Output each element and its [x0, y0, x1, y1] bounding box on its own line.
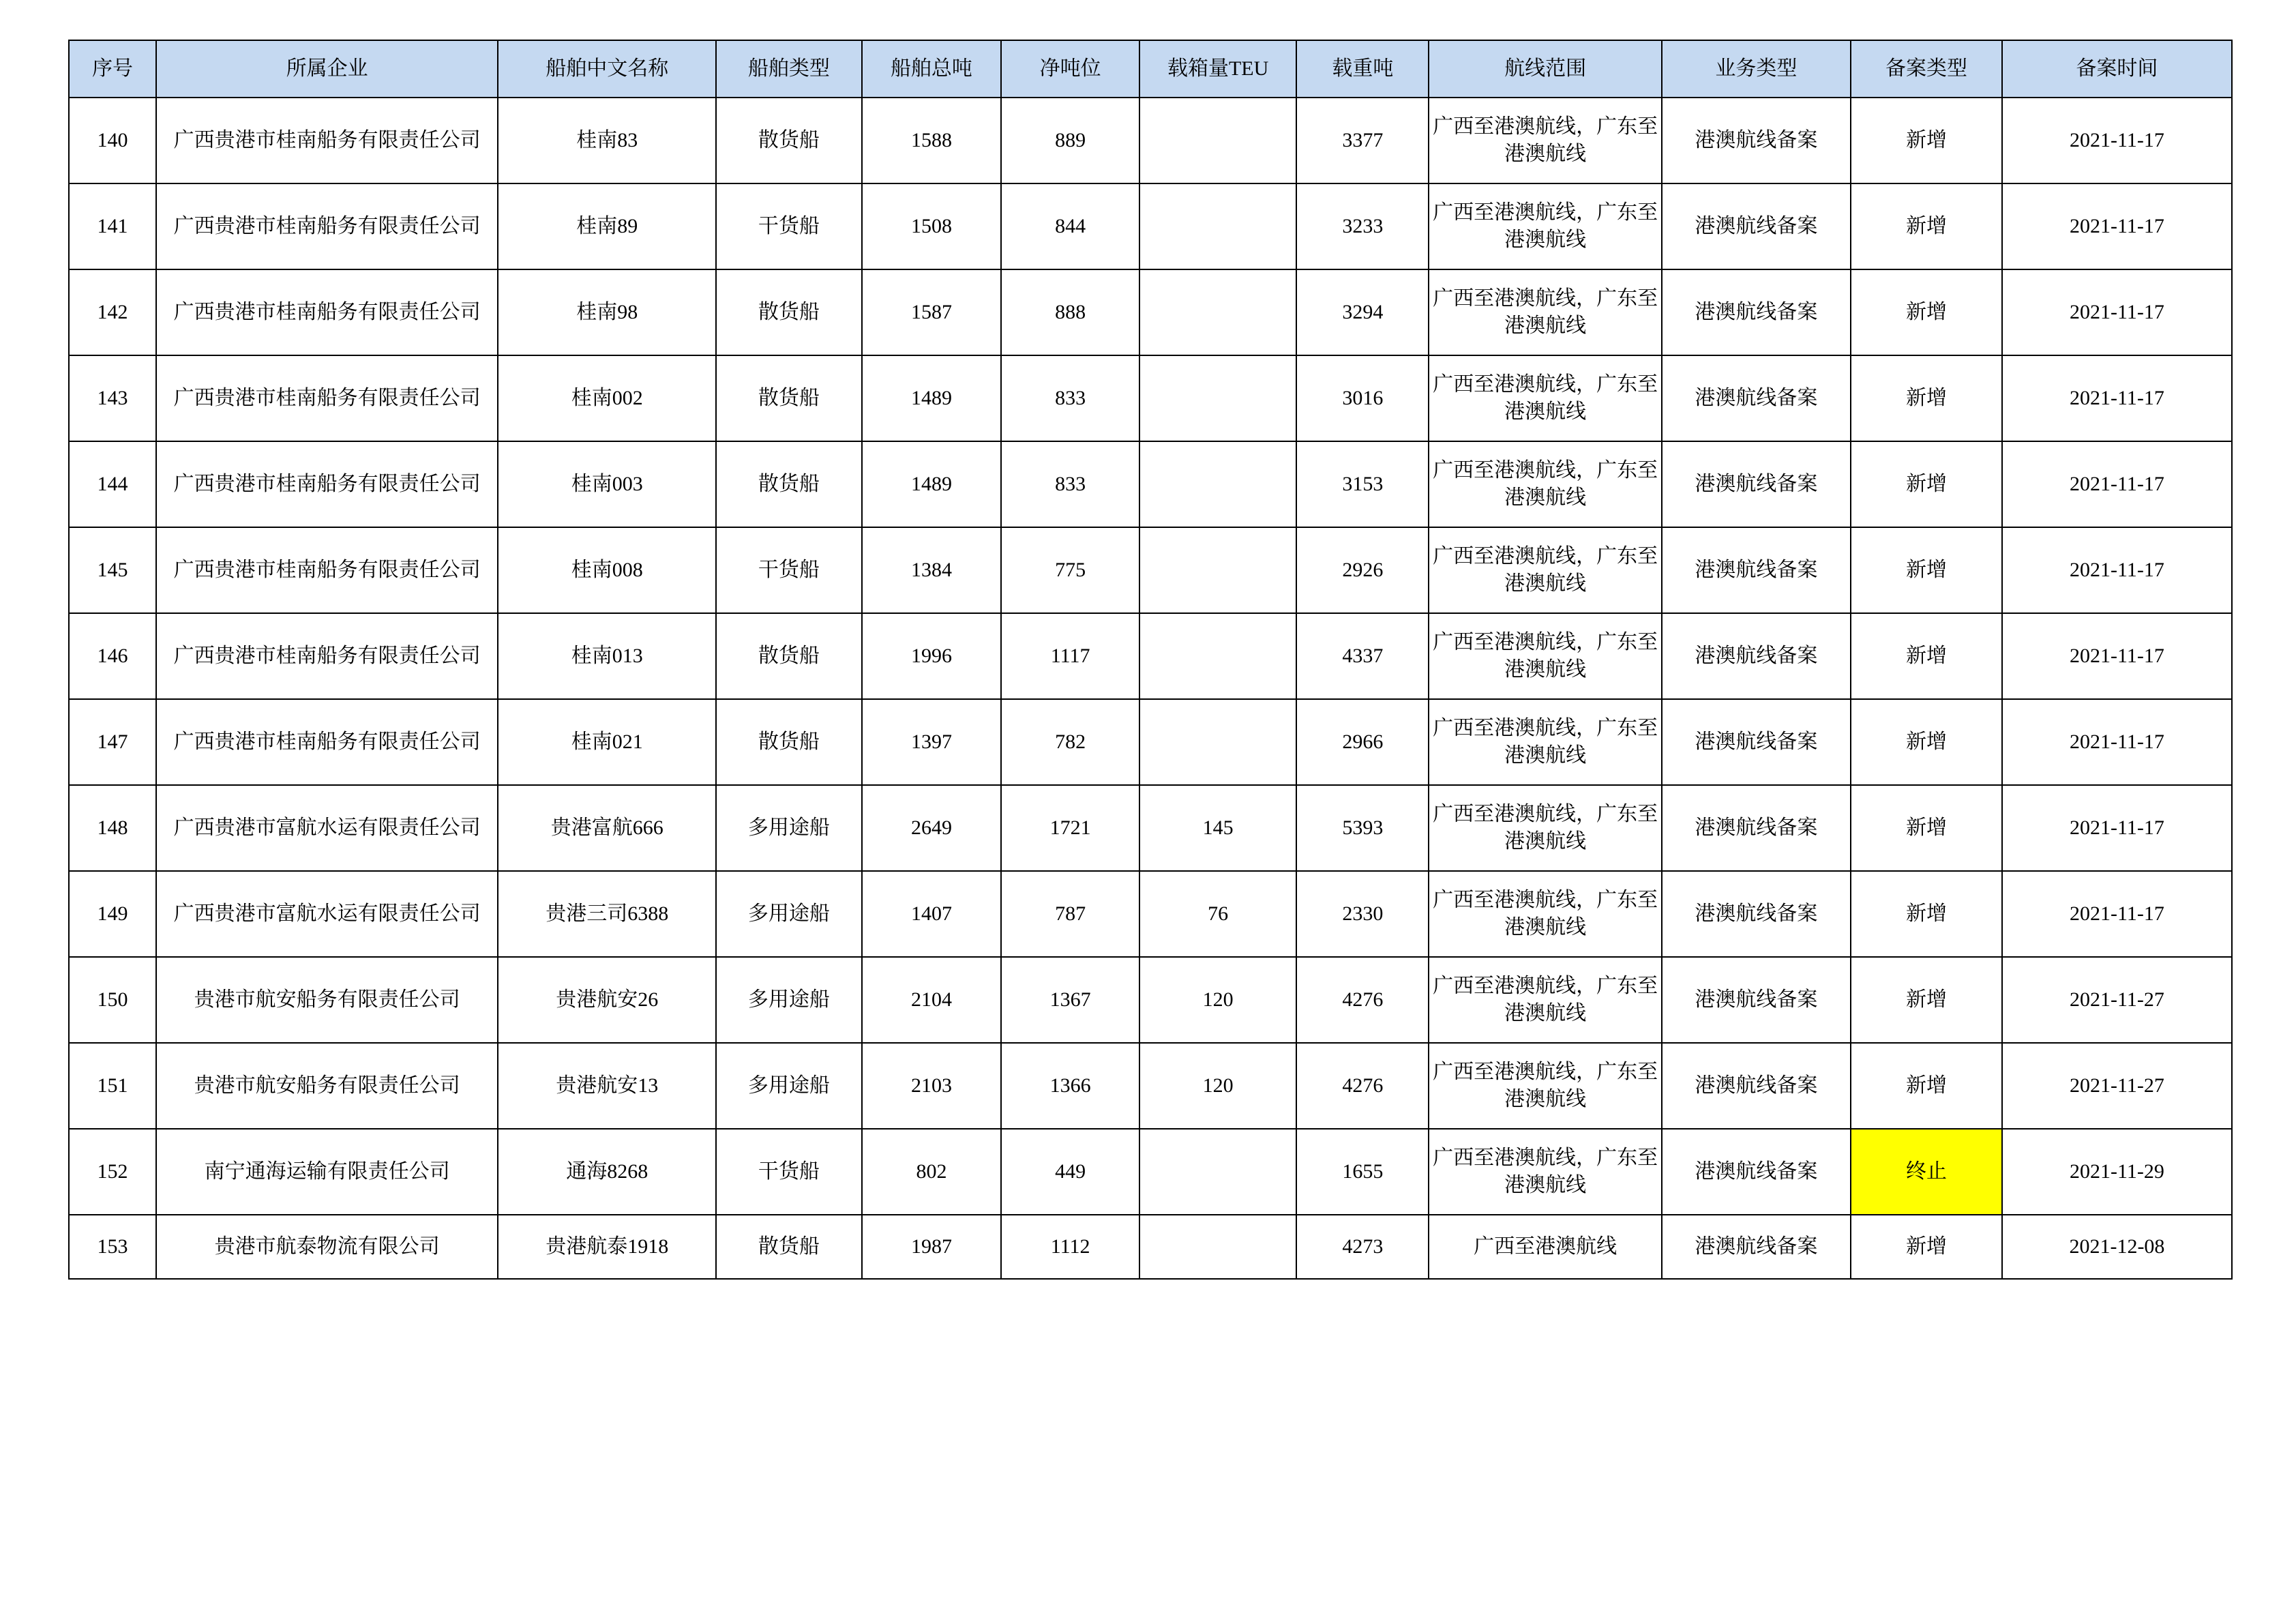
cell-ship-name: 贵港航安13	[498, 1043, 716, 1129]
cell-route: 广西至港澳航线，广东至港澳航线	[1429, 699, 1661, 785]
cell-net-tonnage: 889	[1001, 98, 1139, 183]
cell-index: 144	[69, 441, 156, 527]
cell-net-tonnage: 833	[1001, 355, 1139, 441]
table-row	[69, 98, 2232, 183]
cell-net-tonnage: 1117	[1001, 613, 1139, 699]
cell-gross-tonnage: 2104	[862, 957, 1002, 1043]
header-route: 航线范围	[1429, 40, 1661, 98]
header-company: 所属企业	[156, 40, 498, 98]
header-net-tonnage: 净吨位	[1001, 40, 1139, 98]
cell-index: 141	[69, 183, 156, 269]
cell-ship-name: 贵港三司6388	[498, 871, 716, 957]
cell-gross-tonnage: 2103	[862, 1043, 1002, 1129]
cell-gross-tonnage: 1407	[862, 871, 1002, 957]
cell-business-type: 港澳航线备案	[1662, 98, 1851, 183]
header-business-type: 业务类型	[1662, 40, 1851, 98]
cell-record-date: 2021-11-17	[2002, 527, 2232, 613]
cell-net-tonnage: 775	[1001, 527, 1139, 613]
cell-gross-tonnage: 1587	[862, 269, 1002, 355]
cell-deadweight: 4337	[1296, 613, 1429, 699]
cell-ship-type: 散货船	[716, 269, 861, 355]
cell-net-tonnage: 787	[1001, 871, 1139, 957]
cell-record-type: 新增	[1851, 441, 2002, 527]
cell-record-type: 新增	[1851, 1215, 2002, 1279]
cell-business-type: 港澳航线备案	[1662, 785, 1851, 871]
cell-business-type: 港澳航线备案	[1662, 613, 1851, 699]
header-row	[69, 40, 2232, 98]
cell-business-type: 港澳航线备案	[1662, 1129, 1851, 1215]
cell-record-type: 新增	[1851, 98, 2002, 183]
cell-ship-type: 散货船	[716, 1215, 861, 1279]
header-ship-name: 船舶中文名称	[498, 40, 716, 98]
cell-gross-tonnage: 1397	[862, 699, 1002, 785]
cell-net-tonnage: 844	[1001, 183, 1139, 269]
cell-gross-tonnage: 802	[862, 1129, 1002, 1215]
cell-ship-type: 干货船	[716, 183, 861, 269]
cell-ship-type: 散货船	[716, 355, 861, 441]
cell-teu: 76	[1139, 871, 1296, 957]
cell-deadweight: 2966	[1296, 699, 1429, 785]
cell-ship-type: 散货船	[716, 613, 861, 699]
cell-record-type: 新增	[1851, 699, 2002, 785]
cell-record-date: 2021-11-17	[2002, 269, 2232, 355]
cell-teu	[1139, 699, 1296, 785]
cell-index: 147	[69, 699, 156, 785]
cell-ship-name: 贵港航安26	[498, 957, 716, 1043]
cell-company: 贵港市航安船务有限责任公司	[156, 1043, 498, 1129]
ship-registration-table	[68, 40, 2233, 1280]
cell-route: 广西至港澳航线，广东至港澳航线	[1429, 785, 1661, 871]
cell-company: 广西贵港市桂南船务有限责任公司	[156, 699, 498, 785]
cell-gross-tonnage: 1489	[862, 441, 1002, 527]
cell-ship-name: 桂南002	[498, 355, 716, 441]
cell-record-date: 2021-11-17	[2002, 699, 2232, 785]
cell-teu: 120	[1139, 1043, 1296, 1129]
table-row	[69, 613, 2232, 699]
cell-business-type: 港澳航线备案	[1662, 1043, 1851, 1129]
cell-index: 143	[69, 355, 156, 441]
cell-index: 146	[69, 613, 156, 699]
table-row	[69, 871, 2232, 957]
cell-ship-type: 多用途船	[716, 957, 861, 1043]
cell-record-type: 终止	[1851, 1129, 2002, 1215]
cell-index: 153	[69, 1215, 156, 1279]
cell-index: 152	[69, 1129, 156, 1215]
cell-gross-tonnage: 1987	[862, 1215, 1002, 1279]
cell-route: 广西至港澳航线，广东至港澳航线	[1429, 1129, 1661, 1215]
cell-ship-type: 干货船	[716, 1129, 861, 1215]
cell-route: 广西至港澳航线，广东至港澳航线	[1429, 957, 1661, 1043]
cell-index: 140	[69, 98, 156, 183]
cell-index: 142	[69, 269, 156, 355]
cell-teu	[1139, 613, 1296, 699]
cell-business-type: 港澳航线备案	[1662, 441, 1851, 527]
cell-net-tonnage: 1112	[1001, 1215, 1139, 1279]
table-row	[69, 1215, 2232, 1279]
cell-record-type: 新增	[1851, 871, 2002, 957]
cell-company: 广西贵港市桂南船务有限责任公司	[156, 355, 498, 441]
cell-gross-tonnage: 1384	[862, 527, 1002, 613]
cell-net-tonnage: 782	[1001, 699, 1139, 785]
cell-net-tonnage: 449	[1001, 1129, 1139, 1215]
cell-ship-type: 散货船	[716, 98, 861, 183]
cell-ship-name: 桂南83	[498, 98, 716, 183]
cell-route: 广西至港澳航线，广东至港澳航线	[1429, 1043, 1661, 1129]
cell-ship-name: 桂南89	[498, 183, 716, 269]
cell-route: 广西至港澳航线，广东至港澳航线	[1429, 441, 1661, 527]
header-gross-tonnage: 船舶总吨	[862, 40, 1002, 98]
cell-teu	[1139, 1129, 1296, 1215]
cell-business-type: 港澳航线备案	[1662, 1215, 1851, 1279]
cell-business-type: 港澳航线备案	[1662, 269, 1851, 355]
cell-route: 广西至港澳航线，广东至港澳航线	[1429, 269, 1661, 355]
table-row	[69, 1043, 2232, 1129]
cell-teu	[1139, 98, 1296, 183]
cell-ship-name: 桂南008	[498, 527, 716, 613]
cell-record-type: 新增	[1851, 527, 2002, 613]
header-teu: 载箱量TEU	[1139, 40, 1296, 98]
table-row	[69, 269, 2232, 355]
cell-gross-tonnage: 1996	[862, 613, 1002, 699]
cell-record-date: 2021-11-17	[2002, 441, 2232, 527]
cell-record-date: 2021-11-17	[2002, 98, 2232, 183]
cell-company: 广西贵港市桂南船务有限责任公司	[156, 441, 498, 527]
cell-route: 广西至港澳航线，广东至港澳航线	[1429, 98, 1661, 183]
cell-ship-type: 散货船	[716, 441, 861, 527]
cell-index: 149	[69, 871, 156, 957]
cell-teu	[1139, 527, 1296, 613]
cell-company: 广西贵港市桂南船务有限责任公司	[156, 613, 498, 699]
cell-teu	[1139, 355, 1296, 441]
cell-deadweight: 1655	[1296, 1129, 1429, 1215]
cell-teu: 120	[1139, 957, 1296, 1043]
cell-ship-name: 桂南003	[498, 441, 716, 527]
header-record-type: 备案类型	[1851, 40, 2002, 98]
cell-company: 广西贵港市桂南船务有限责任公司	[156, 183, 498, 269]
cell-business-type: 港澳航线备案	[1662, 355, 1851, 441]
cell-ship-type: 散货船	[716, 699, 861, 785]
cell-company: 广西贵港市桂南船务有限责任公司	[156, 527, 498, 613]
cell-deadweight: 3377	[1296, 98, 1429, 183]
cell-net-tonnage: 833	[1001, 441, 1139, 527]
cell-ship-type: 多用途船	[716, 785, 861, 871]
cell-ship-name: 桂南021	[498, 699, 716, 785]
cell-company: 广西贵港市桂南船务有限责任公司	[156, 269, 498, 355]
cell-ship-name: 通海8268	[498, 1129, 716, 1215]
cell-record-date: 2021-11-17	[2002, 355, 2232, 441]
cell-business-type: 港澳航线备案	[1662, 871, 1851, 957]
header-ship-type: 船舶类型	[716, 40, 861, 98]
cell-business-type: 港澳航线备案	[1662, 183, 1851, 269]
cell-record-date: 2021-11-27	[2002, 957, 2232, 1043]
cell-deadweight: 3153	[1296, 441, 1429, 527]
cell-business-type: 港澳航线备案	[1662, 957, 1851, 1043]
cell-ship-name: 贵港富航666	[498, 785, 716, 871]
cell-deadweight: 5393	[1296, 785, 1429, 871]
cell-ship-name: 桂南98	[498, 269, 716, 355]
cell-record-type: 新增	[1851, 957, 2002, 1043]
cell-record-type: 新增	[1851, 785, 2002, 871]
table-row	[69, 785, 2232, 871]
cell-gross-tonnage: 2649	[862, 785, 1002, 871]
table-row	[69, 183, 2232, 269]
cell-record-type: 新增	[1851, 613, 2002, 699]
cell-record-date: 2021-11-17	[2002, 613, 2232, 699]
cell-route: 广西至港澳航线，广东至港澳航线	[1429, 613, 1661, 699]
cell-index: 148	[69, 785, 156, 871]
table-row	[69, 355, 2232, 441]
cell-net-tonnage: 1367	[1001, 957, 1139, 1043]
cell-deadweight: 4273	[1296, 1215, 1429, 1279]
table-row	[69, 1129, 2232, 1215]
cell-index: 151	[69, 1043, 156, 1129]
cell-route: 广西至港澳航线，广东至港澳航线	[1429, 527, 1661, 613]
cell-ship-type: 多用途船	[716, 1043, 861, 1129]
header-deadweight: 载重吨	[1296, 40, 1429, 98]
cell-company: 贵港市航泰物流有限公司	[156, 1215, 498, 1279]
cell-record-type: 新增	[1851, 183, 2002, 269]
cell-net-tonnage: 1721	[1001, 785, 1139, 871]
cell-gross-tonnage: 1508	[862, 183, 1002, 269]
table-body	[69, 98, 2232, 1279]
cell-record-date: 2021-11-17	[2002, 183, 2232, 269]
cell-record-type: 新增	[1851, 269, 2002, 355]
cell-company: 贵港市航安船务有限责任公司	[156, 957, 498, 1043]
cell-route: 广西至港澳航线，广东至港澳航线	[1429, 355, 1661, 441]
table-row	[69, 957, 2232, 1043]
cell-teu	[1139, 1215, 1296, 1279]
cell-record-date: 2021-11-17	[2002, 785, 2232, 871]
cell-ship-name: 贵港航泰1918	[498, 1215, 716, 1279]
cell-route: 广西至港澳航线，广东至港澳航线	[1429, 183, 1661, 269]
cell-deadweight: 2330	[1296, 871, 1429, 957]
cell-record-type: 新增	[1851, 355, 2002, 441]
cell-deadweight: 3016	[1296, 355, 1429, 441]
header-index: 序号	[69, 40, 156, 98]
cell-gross-tonnage: 1588	[862, 98, 1002, 183]
cell-ship-type: 多用途船	[716, 871, 861, 957]
cell-business-type: 港澳航线备案	[1662, 699, 1851, 785]
cell-deadweight: 4276	[1296, 957, 1429, 1043]
cell-net-tonnage: 1366	[1001, 1043, 1139, 1129]
cell-company: 广西贵港市富航水运有限责任公司	[156, 785, 498, 871]
cell-company: 广西贵港市桂南船务有限责任公司	[156, 98, 498, 183]
cell-company: 广西贵港市富航水运有限责任公司	[156, 871, 498, 957]
cell-deadweight: 2926	[1296, 527, 1429, 613]
table-row	[69, 441, 2232, 527]
cell-record-date: 2021-11-17	[2002, 871, 2232, 957]
cell-teu: 145	[1139, 785, 1296, 871]
cell-record-date: 2021-11-29	[2002, 1129, 2232, 1215]
cell-index: 150	[69, 957, 156, 1043]
cell-deadweight: 3294	[1296, 269, 1429, 355]
cell-record-type: 新增	[1851, 1043, 2002, 1129]
cell-teu	[1139, 269, 1296, 355]
cell-ship-name: 桂南013	[498, 613, 716, 699]
cell-deadweight: 3233	[1296, 183, 1429, 269]
cell-index: 145	[69, 527, 156, 613]
cell-record-date: 2021-12-08	[2002, 1215, 2232, 1279]
cell-route: 广西至港澳航线	[1429, 1215, 1661, 1279]
cell-teu	[1139, 183, 1296, 269]
cell-teu	[1139, 441, 1296, 527]
cell-net-tonnage: 888	[1001, 269, 1139, 355]
cell-business-type: 港澳航线备案	[1662, 527, 1851, 613]
cell-record-date: 2021-11-27	[2002, 1043, 2232, 1129]
cell-ship-type: 干货船	[716, 527, 861, 613]
table-row	[69, 527, 2232, 613]
cell-company: 南宁通海运输有限责任公司	[156, 1129, 498, 1215]
header-record-date: 备案时间	[2002, 40, 2232, 98]
cell-gross-tonnage: 1489	[862, 355, 1002, 441]
cell-deadweight: 4276	[1296, 1043, 1429, 1129]
table-header	[69, 40, 2232, 98]
cell-route: 广西至港澳航线，广东至港澳航线	[1429, 871, 1661, 957]
table-row	[69, 699, 2232, 785]
